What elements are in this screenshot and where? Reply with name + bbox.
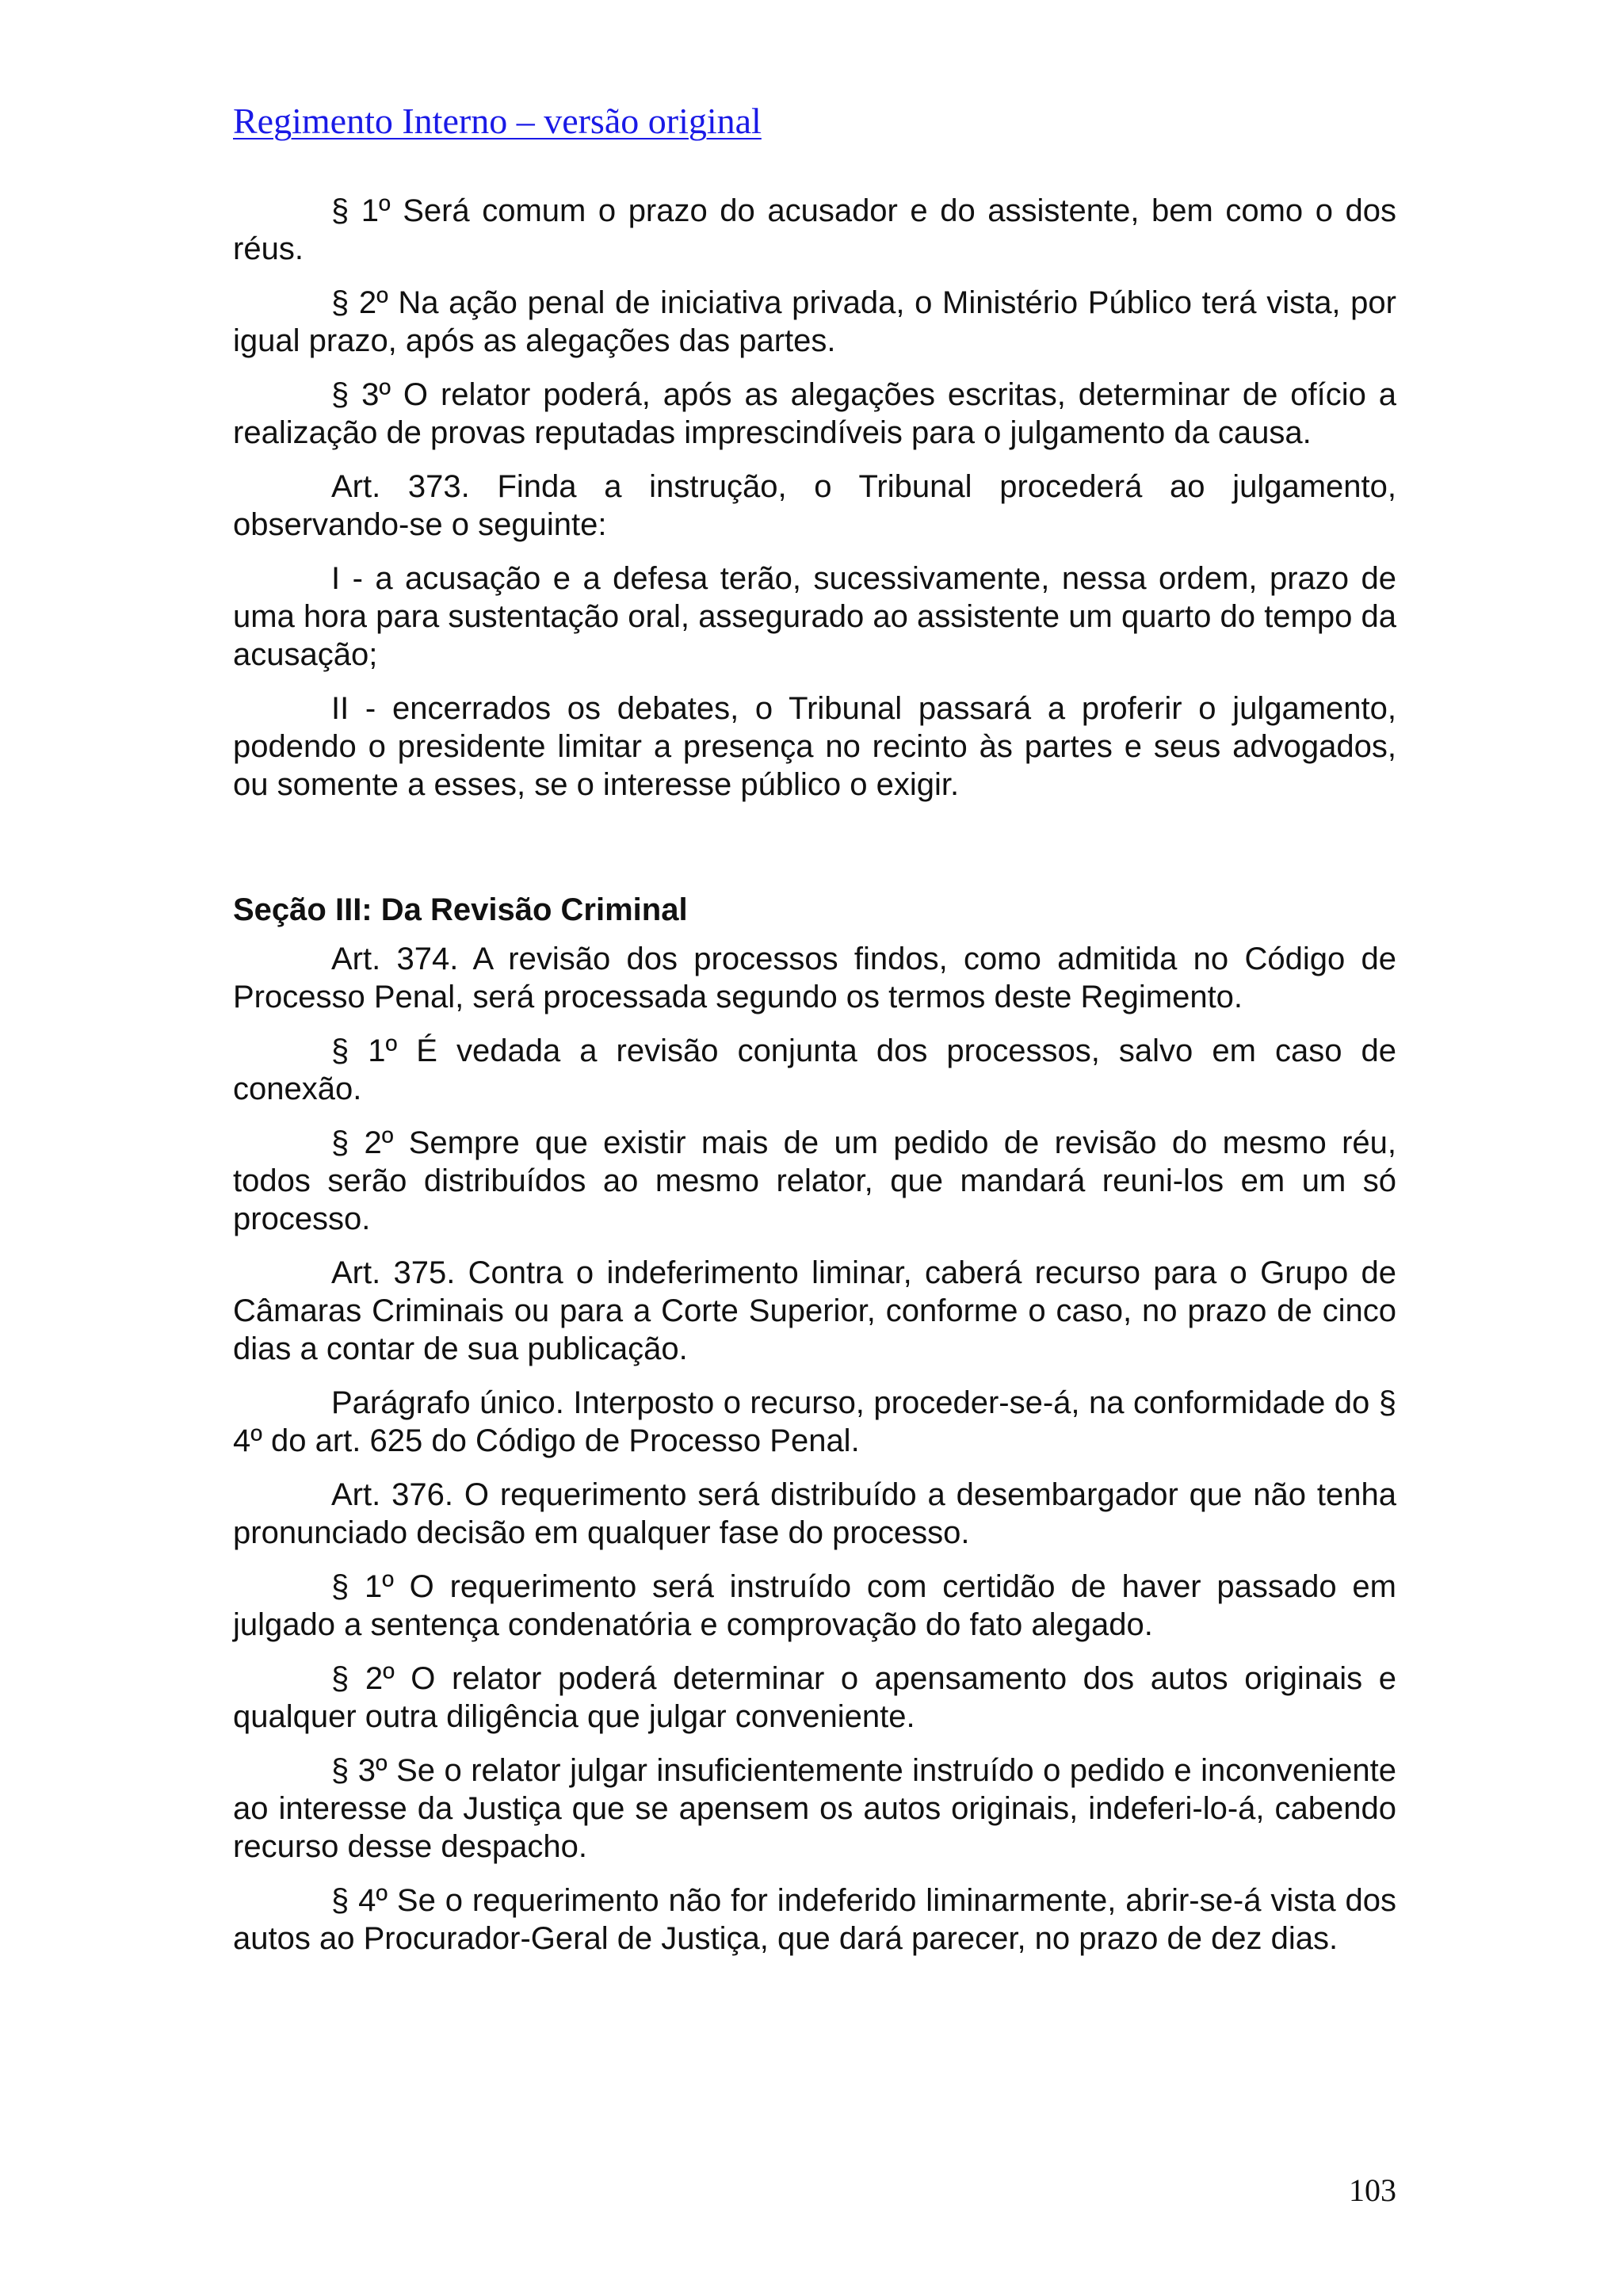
paragraph: I - a acusação e a defesa terão, sucessivamente, nessa ordem, prazo de uma hora para sustentação oral, assegurado ao assistente um quarto do tempo da acusação; — [233, 561, 1396, 672]
paragraph: § 4º Se o requerimento não for indeferido liminarmente, abrir-se-á vista dos autos ao Procurador-Geral de Justiça, que dará parecer, no prazo de dez dias. — [233, 1883, 1396, 1956]
paragraph: Art. 375. Contra o indeferimento liminar, caberá recurso para o Grupo de Câmaras Criminais ou para a Corte Superior, conforme o caso, no prazo de cinco dias a contar de sua publicação. — [233, 1255, 1396, 1366]
section-title: Seção III: Da Revisão Criminal — [233, 892, 688, 927]
paragraph: § 1º Será comum o prazo do acusador e do assistente, bem como o dos réus. — [233, 193, 1396, 266]
paragraph: Art. 376. O requerimento será distribuído a desembargador que não tenha pronunciado decisão em qualquer fase do processo. — [233, 1477, 1396, 1550]
paragraph: § 1º É vedada a revisão conjunta dos processos, salvo em caso de conexão. — [233, 1033, 1396, 1106]
document-body — [233, 192, 1396, 1973]
paragraph: Art. 374. A revisão dos processos findos, como admitida no Código de Processo Penal, será processada segundo os termos deste Regimento. — [233, 942, 1396, 1014]
paragraph: § 2º Na ação penal de iniciativa privada, o Ministério Público terá vista, por igual prazo, após as alegações das partes. — [233, 285, 1396, 358]
paragraph: II - encerrados os debates, o Tribunal passará a proferir o julgamento, podendo o presidente limitar a presença no recinto às partes e seus advogados, ou somente a esses, se o interesse público o exigir. — [233, 691, 1396, 802]
paragraph: § 3º Se o relator julgar insuficientemente instruído o pedido e inconveniente ao interesse da Justiça que se apensem os autos originais, indeferi-lo-á, cabendo recurso desse despacho. — [233, 1753, 1396, 1864]
paragraph: § 2º Sempre que existir mais de um pedido de revisão do mesmo réu, todos serão distribuídos ao mesmo relator, que mandará reuni-los em um só processo. — [233, 1125, 1396, 1236]
paragraph: Art. 373. Finda a instrução, o Tribunal procederá ao julgamento, observando-se o seguinte: — [233, 469, 1396, 542]
paragraph: Parágrafo único. Interposto o recurso, proceder-se-á, na conformidade do § 4º do art. 625 do Código de Processo Penal. — [233, 1385, 1396, 1458]
paragraph: § 1º O requerimento será instruído com certidão de haver passado em julgado a sentença condenatória e comprovação do fato alegado. — [233, 1569, 1396, 1642]
paragraph: § 2º O relator poderá determinar o apensamento dos autos originais e qualquer outra diligência que julgar conveniente. — [233, 1661, 1396, 1734]
page-number: 103 — [1349, 2172, 1396, 2208]
header-title-link[interactable]: Regimento Interno – versão original — [233, 101, 762, 141]
paragraph: § 3º O relator poderá, após as alegações escritas, determinar de ofício a realização de provas reputadas imprescindíveis para o julgamento da causa. — [233, 377, 1396, 450]
